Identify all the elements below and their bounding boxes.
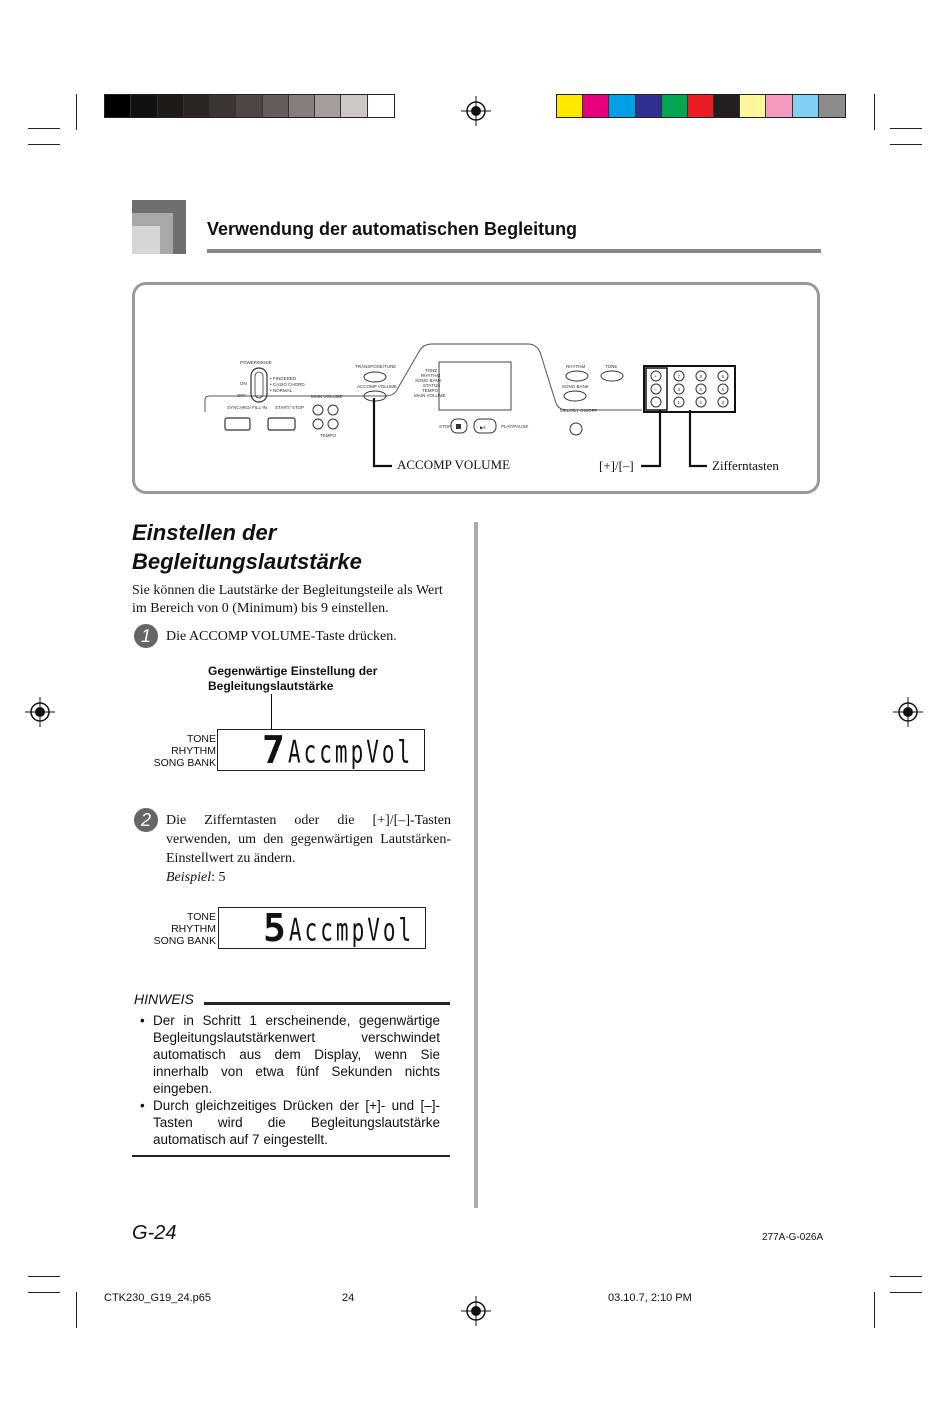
color-swatch <box>105 95 131 117</box>
example-label: Beispiel <box>166 870 212 885</box>
number-key-label: 8 <box>699 374 703 379</box>
color-swatch <box>131 95 157 117</box>
songbank-label: SONG BANK <box>562 384 589 389</box>
display-tempo-label: TEMPO <box>422 388 439 393</box>
play-pause-label: PLAY/PAUSE <box>501 424 529 429</box>
color-swatch <box>740 95 766 117</box>
number-key-label: 9 <box>721 374 725 379</box>
number-key-label: 5 <box>699 387 703 392</box>
lcd-mode-labels <box>132 733 216 769</box>
synchro-button <box>225 418 250 430</box>
caption-line1: Gegenwärtige Einstellung der <box>208 664 378 678</box>
section-title <box>132 518 472 576</box>
color-swatch <box>662 95 688 117</box>
number-key-label: 2 <box>699 400 703 405</box>
stop-label: STOP <box>439 424 452 429</box>
display-tone-label: TONE <box>425 368 438 373</box>
lcd-message: AccmpVol <box>288 734 414 770</box>
step-2-text <box>166 811 451 887</box>
lcd-label: SONG BANK <box>153 757 216 769</box>
lcd-label: TONE <box>187 733 216 745</box>
lcd-label: RHYTHM <box>171 745 216 757</box>
lcd-label: TONE <box>187 911 216 923</box>
number-keys <box>674 371 728 407</box>
number-key-label: 6 <box>721 387 725 392</box>
color-swatch <box>368 95 394 117</box>
off-label: OFF <box>237 393 246 398</box>
lcd-display <box>217 729 425 771</box>
rhythm-label: RHYTHM <box>566 364 586 369</box>
start-stop-button <box>268 418 295 430</box>
lcd-label: RHYTHM <box>171 923 216 935</box>
fingered-label: • FINGERED <box>270 376 297 381</box>
minus-key-label: – <box>654 387 657 392</box>
color-swatch <box>766 95 792 117</box>
step-number: 2 <box>134 808 158 832</box>
print-date: 03.10.7, 2:10 PM <box>608 1292 692 1304</box>
plus-key-label: + <box>654 374 657 379</box>
color-swatch <box>819 95 845 117</box>
lcd-mode-labels <box>132 911 216 947</box>
note-item: • Durch gleichzeitiges Drücken der [+]- und [–]-Tasten wird die Begleitungslautstärke automatisch auf 7 eingestellt. <box>140 1097 440 1148</box>
sheet-number: 24 <box>342 1292 355 1304</box>
tempo-label: TEMPO <box>320 433 337 438</box>
display-songbank-label: SONG BANK <box>415 378 442 383</box>
example-value: : 5 <box>211 870 226 885</box>
display-mainvol-label: MAIN VOLUME <box>414 393 446 398</box>
page-number: G-24 <box>132 1222 177 1244</box>
document-code: 277A-G-026A <box>762 1232 824 1243</box>
display-rhythm-label: RHYTHM <box>421 373 441 378</box>
note-bottom-rule <box>132 1155 450 1157</box>
on-label: ON <box>240 381 247 386</box>
color-swatch <box>236 95 262 117</box>
registration-target-icon <box>25 697 55 727</box>
tone-label: TONE <box>605 364 618 369</box>
number-key-label: 1 <box>677 400 681 405</box>
number-key-label: 4 <box>677 387 681 392</box>
page-title: Verwendung der automatischen Begleitung <box>207 219 578 239</box>
registration-target-icon <box>461 96 491 126</box>
power-mode-label: POWER/MODE <box>240 360 272 365</box>
color-swatch <box>210 95 236 117</box>
synchro-label: SYNCHRO/ FILL-IN <box>227 405 268 410</box>
color-swatch <box>609 95 635 117</box>
lcd-message: AccmpVol <box>289 912 415 948</box>
color-calibration-bar <box>556 94 846 118</box>
number-key-label: 7 <box>677 374 681 379</box>
lcd-label: SONG BANK <box>153 935 216 947</box>
number-key-label: 3 <box>721 400 725 405</box>
main-volume-label: MAIN VOLUME <box>311 394 343 399</box>
color-swatch <box>583 95 609 117</box>
display-status-label: STATUS <box>423 383 441 388</box>
color-swatch <box>557 95 583 117</box>
color-swatch <box>289 95 315 117</box>
section-title-line1: Einstellen der <box>132 520 277 545</box>
section-title-line2: Begleitungslautstärke <box>132 549 362 574</box>
color-swatch <box>636 95 662 117</box>
normal-label: • NORMAL <box>270 388 293 393</box>
gray-calibration-bar <box>104 94 395 118</box>
callout-number-keys: Zifferntasten <box>712 458 779 473</box>
lcd-display <box>218 907 426 949</box>
color-swatch <box>315 95 341 117</box>
column-divider <box>474 522 478 1208</box>
casio-chord-label: • CASIO CHORD <box>270 382 305 387</box>
color-swatch <box>184 95 210 117</box>
step-1-text: Die ACCOMP VOLUME-Taste drücken. <box>166 629 397 644</box>
header-rule <box>207 249 821 253</box>
note-title: HINWEIS <box>134 991 194 1007</box>
note-rule <box>204 1002 450 1005</box>
color-swatch <box>341 95 367 117</box>
callout-plus-minus: [+]/[–] <box>599 458 634 473</box>
step-number: 1 <box>134 624 158 648</box>
lcd-value-digit: 5 <box>263 906 286 950</box>
color-swatch <box>263 95 289 117</box>
lcd-value-digit: 7 <box>262 728 285 772</box>
note-item: • Der in Schritt 1 erscheinende, gegenwärtige Begleitungslautstärkenwert verschwindet automatisch aus dem Display, wenn Sie innerhalb von etwa fünf Sekunden nichts eingeben. <box>140 1012 440 1097</box>
color-swatch <box>714 95 740 117</box>
intro-paragraph: Sie können die Lautstärke der Begleitungsteile als Wert im Bereich von 0 (Minimum) bis 9 einstellen. <box>132 583 443 616</box>
color-swatch <box>158 95 184 117</box>
callout-accomp-volume: ACCOMP VOLUME <box>397 457 511 472</box>
display-caption <box>208 664 377 694</box>
file-name: CTK230_G19_24.p65 <box>104 1292 212 1304</box>
step-2-instruction: Die Zifferntasten oder die [+]/[–]-Tasten verwenden, um den gegenwärtigen Lautstärken-Einstellwert zu ändern. <box>166 813 451 866</box>
svg-text:▶ll: ▶ll <box>480 425 486 430</box>
transpose-label: TRANSPOSE/TUNE <box>355 364 397 369</box>
note-list <box>140 1012 440 1148</box>
color-swatch <box>793 95 819 117</box>
registration-target-icon <box>893 697 923 727</box>
melody-label: MELODY ON/OFF <box>560 408 598 413</box>
start-stop-label: START/ STOP <box>275 405 305 410</box>
color-swatch <box>688 95 714 117</box>
caption-line2: Begleitungslautstärke <box>208 679 334 693</box>
accomp-volume-label: ACCOMP VOLUME <box>357 384 397 389</box>
registration-target-icon <box>461 1296 491 1326</box>
